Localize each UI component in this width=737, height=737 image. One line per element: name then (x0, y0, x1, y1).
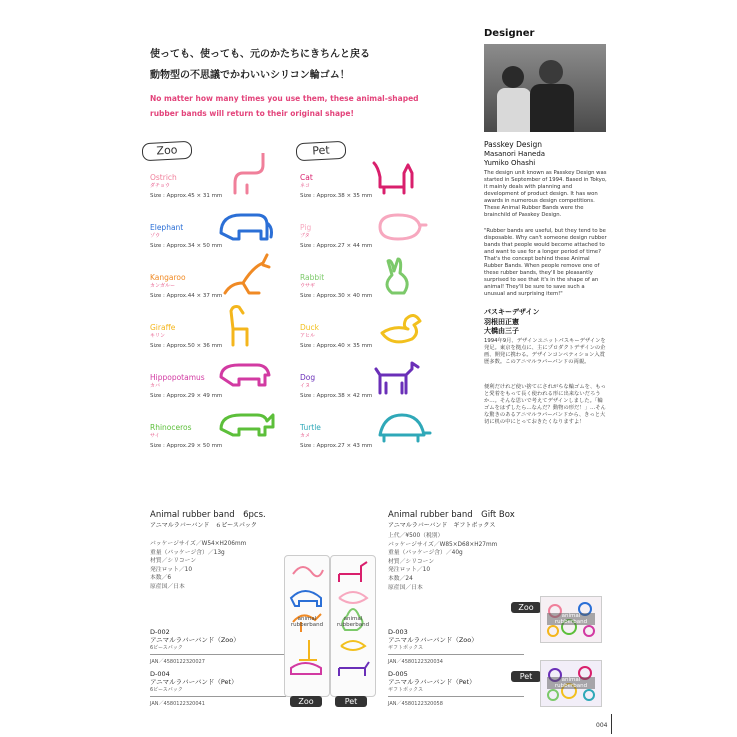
elephant-rubberband-icon (215, 203, 277, 251)
spec-line: 上代／¥500（税別） (388, 533, 444, 539)
pet-item-kana: ウサギ (300, 283, 316, 289)
designer-name2: Yumiko Ohashi (484, 159, 536, 167)
spec-line: パッケージサイズ／W85×D68×H27mm (388, 541, 498, 548)
pet-item-kana: イヌ (300, 383, 311, 389)
product-code: D-005 (388, 670, 408, 678)
spec-line: 材質／シリコーン (388, 558, 435, 565)
duck-rubberband-icon (372, 303, 434, 351)
zoo-item-kana: キリン (150, 333, 166, 339)
product1-code-pet (150, 670, 286, 707)
designer-panel (474, 0, 609, 440)
product2-code-pet (388, 670, 524, 707)
pet-6pcs-package (330, 555, 376, 697)
product1-title: Animal rubber band 6pcs. (150, 510, 266, 520)
kangaroo-rubberband-icon (215, 253, 277, 301)
product-sub: 6ピースパック (150, 687, 183, 693)
intro-jp-line1: 使っても、使っても、元のかたちにきちんと戻る (150, 49, 370, 60)
product1-specs (150, 540, 246, 592)
product-jan: JAN／4580122320034 (388, 659, 443, 665)
cat-rubberband-icon (372, 153, 434, 201)
product2-specs (388, 532, 497, 592)
spec-line: 原産国／日本 (150, 583, 185, 590)
pet-item-kana: ブタ (300, 233, 310, 239)
zoo-tag: Zoo (142, 141, 193, 162)
product2-subtitle: アニマルラバーバンド ギフトボックス (388, 522, 496, 529)
spec-line: 材質／シリコーン (150, 558, 197, 565)
hippopotamus-rubberband-icon (215, 353, 277, 401)
pet-item-size: Size : Approx.38 × 35 mm (300, 193, 373, 199)
intro-en-line1: No matter how many times you use them, these animal-shaped (150, 94, 419, 103)
pet-item-size: Size : Approx.30 × 40 mm (300, 293, 373, 299)
product2-title: Animal rubber band Gift Box (388, 510, 515, 520)
product-sub: ギフトボックス (388, 687, 423, 693)
page-number: 004 (596, 722, 608, 729)
pet-pack-tag: Pet (335, 696, 367, 707)
zoo-item-size: Size : Approx.44 × 37 mm (150, 293, 223, 299)
box-label: animal rubberband (547, 677, 595, 689)
zoo-pack-tag: Zoo (290, 696, 322, 707)
zoo-item-name: Elephant (150, 223, 184, 232)
zoo-item-name: Giraffe (150, 323, 176, 332)
page-rule (611, 714, 612, 734)
zoo-box-tag: Zoo (511, 602, 541, 613)
spec-line: 発注ロット／10 (150, 566, 193, 573)
product-code: D-003 (388, 628, 408, 636)
zoo-item-size: Size : Approx.50 × 36 mm (150, 343, 223, 349)
pet-item-size: Size : Approx.27 × 44 mm (300, 243, 373, 249)
product-jan: JAN／4580122320027 (150, 659, 205, 665)
product-name: アニマルラバーバンド（Zoo） (388, 636, 478, 644)
spec-line: 本数／6 (150, 575, 172, 582)
rhinoceros-rubberband-icon (215, 403, 277, 451)
pet-item-name: Turtle (300, 423, 321, 432)
product-jan: JAN／4580122320058 (388, 701, 443, 707)
zoo-item-kana: ゾウ (150, 233, 161, 239)
designer-quote: "Rubber bands are useful, but they tend to be disposable. Why can't someone design rubber bands that people would become attached to and want to use for a longer period of time? That's the concept behind these Animal Rubber Bands. When people remove one of these rubber bands, they'll be pleasantly surprised to see that it's in the shape of an animal! They'll be sure to save such a unusual and surprising item!" (484, 228, 607, 297)
zoo-item-name: Kangaroo (150, 273, 186, 282)
pet-box-tag: Pet (511, 671, 541, 682)
zoo-item-size: Size : Approx.29 × 49 mm (150, 393, 223, 399)
zoo-item-name: Rhinoceros (150, 423, 192, 432)
designer-jp-bio: 1994年9月、デザインユニットパスキーデザインを発足。東京を拠点に、主にプロダクトデザインの企画、開発に携わる。デザインコンペティション入賞歴多数。このアニマルラバーバンドの両親。 (484, 338, 606, 365)
designer-company: Passkey Design (484, 140, 543, 149)
pet-item-name: Cat (300, 173, 313, 182)
pet-item-kana: ネコ (300, 183, 311, 189)
designer-jp-name2: 大橋由三子 (484, 327, 519, 335)
zoo-item-kana: カンガルー (150, 283, 176, 289)
spec-line: 発注ロット／10 (388, 567, 431, 574)
spec-line: 重量（パッケージ含）／13g (150, 549, 225, 556)
zoo-item-kana: サイ (150, 433, 160, 439)
zoo-item-size: Size : Approx.45 × 31 mm (150, 193, 223, 199)
pet-item-kana: アヒル (300, 333, 316, 339)
pet-item-size: Size : Approx.40 × 35 mm (300, 343, 373, 349)
giraffe-rubberband-icon (215, 303, 277, 351)
designer-bio: The design unit known as Passkey Design was started in September of 1994. Based in Tokyo, it mainly deals with planning and development of product design. It has won awards in numerous design competitions. These Animal Rubber Bands were the brainchild of Passkey Design. (484, 170, 607, 218)
intro-jp-line2: 動物型の不思議でかわいいシリコン輪ゴム！ (150, 70, 350, 81)
product-name: アニマルラバーバンド（Zoo） (150, 636, 240, 644)
spec-line: 原産国／日本 (388, 584, 423, 591)
pig-rubberband-icon (372, 203, 434, 251)
intro-en-line2: rubber bands will return to their original shape! (150, 109, 354, 118)
pet-gift-box (540, 660, 602, 707)
pet-item-name: Duck (300, 323, 319, 332)
pet-tag: Pet (296, 141, 347, 162)
zoo-item-name: Hippopotamus (150, 373, 205, 382)
designer-photo (484, 44, 606, 132)
designer-heading: Designer (484, 28, 535, 39)
rabbit-rubberband-icon (372, 253, 434, 301)
designer-jp-company: パスキーデザイン (484, 308, 540, 316)
zoo-item-kana: カバ (150, 383, 161, 389)
pet-item-name: Rabbit (300, 273, 325, 282)
zoo-item-kana: ダチョウ (150, 183, 170, 189)
box-label: animal rubberband (547, 613, 595, 625)
spec-line: パッケージサイズ／W54×H206mm (150, 541, 247, 547)
product-sub: ギフトボックス (388, 645, 423, 651)
spec-line: 重量（パッケージ含）／40g (388, 550, 463, 557)
designer-jp-name1: 羽根田正憲 (484, 318, 519, 326)
zoo-item-name: Ostrich (150, 173, 177, 182)
dog-rubberband-icon (372, 353, 434, 401)
pack-label: animal rubberband (290, 616, 324, 628)
pet-item-name: Dog (300, 373, 316, 382)
pet-item-size: Size : Approx.38 × 42 mm (300, 393, 373, 399)
zoo-gift-box (540, 596, 602, 643)
product-name: アニマルラバーバンド（Pet） (388, 678, 476, 686)
designer-jp-quote: 便利だけれど使い捨てにされがちな輪ゴムを、もっと愛着をもって長く使われる形に出来ないだろうか…。そんな思いで考えてデザインしました。「輪ゴムをはずしたら…なんだ？動物の形だ！」…そんな驚きのあるアニマルラバーバンドから、きっと大切に机の中にとっておきたくなりますよ！ (484, 384, 606, 425)
product2-code-zoo (388, 628, 524, 665)
designer-name1: Masanori Haneda (484, 150, 546, 158)
product-sub: 6ピースパック (150, 645, 183, 651)
zoo-6pcs-package (284, 555, 330, 697)
product1-subtitle: アニマルラバーバンド ６ピースパック (150, 522, 257, 529)
zoo-item-size: Size : Approx.34 × 50 mm (150, 243, 223, 249)
pet-item-kana: カメ (300, 433, 311, 439)
product-jan: JAN／4580122320041 (150, 701, 205, 707)
pet-item-name: Pig (300, 223, 312, 232)
ostrich-rubberband-icon (215, 153, 277, 201)
product-code: D-004 (150, 670, 170, 678)
turtle-rubberband-icon (372, 403, 434, 451)
product-name: アニマルラバーバンド（Pet） (150, 678, 238, 686)
pack-label: animal rubberband (336, 616, 370, 628)
pet-item-size: Size : Approx.27 × 43 mm (300, 443, 373, 449)
zoo-item-size: Size : Approx.29 × 50 mm (150, 443, 223, 449)
product-code: D-002 (150, 628, 170, 636)
product1-code-zoo (150, 628, 286, 665)
spec-line: 本数／24 (388, 575, 413, 582)
